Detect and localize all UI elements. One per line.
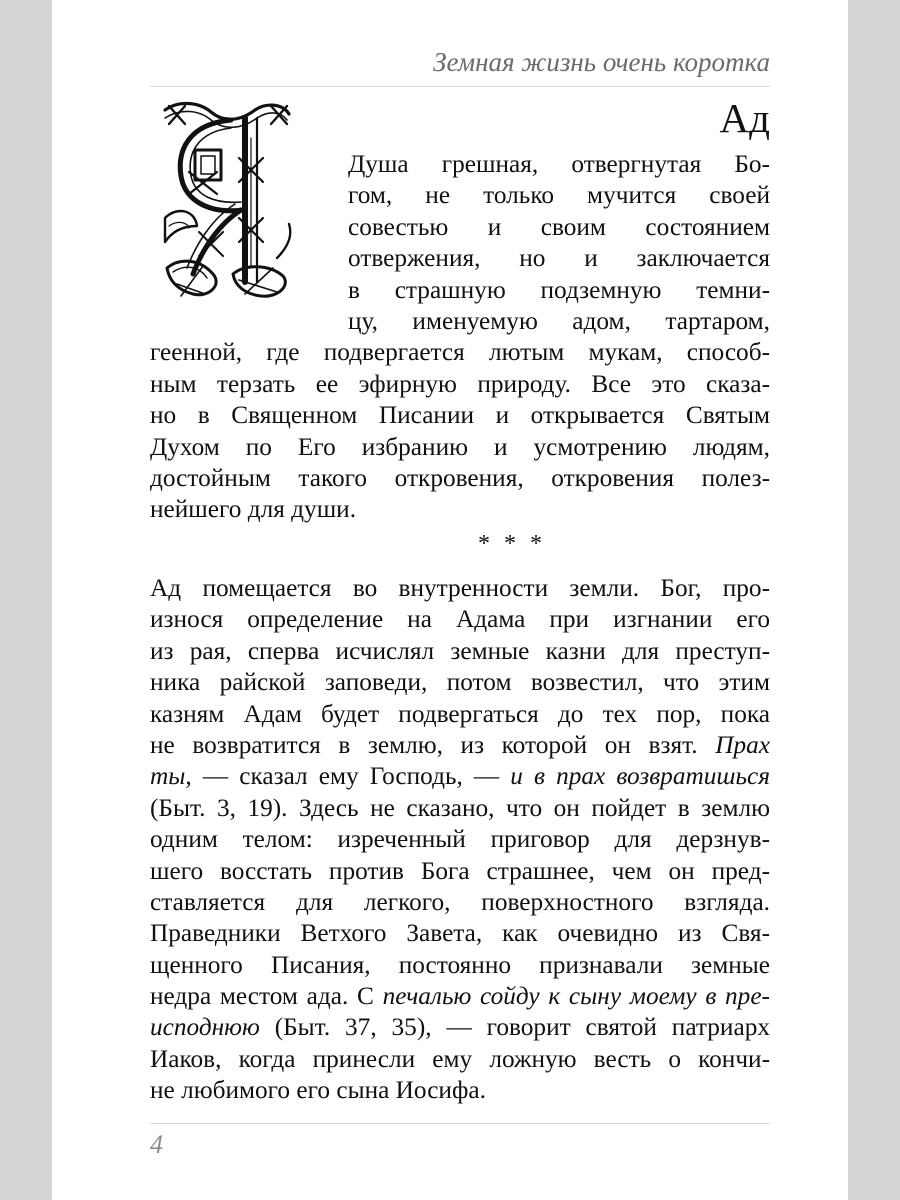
footer-rule — [150, 1123, 770, 1124]
text-line: цу, именуемую адом, тартаром, — [348, 306, 770, 335]
paragraph-1 — [150, 149, 770, 526]
text-line — [150, 887, 770, 918]
text-segment: (Быт. 3, 19). Здесь не сказано, что он пойдет в землю — [150, 793, 770, 822]
text-line — [150, 604, 770, 635]
scripture-quote: печалью сойду к сыну моему в пре- — [382, 982, 770, 1011]
text-line — [150, 636, 770, 667]
text-line — [150, 918, 770, 949]
text-line: но в Священном Писании и открывается Святым — [150, 401, 770, 430]
text-line: ным терзать ее эфирную природу. Все это сказа- — [150, 369, 770, 398]
text-segment: недра местом ада. С — [150, 982, 383, 1011]
text-line — [150, 761, 770, 792]
scripture-quote: Прах — [715, 730, 770, 759]
text-line: в страшную подземную темни- — [348, 275, 770, 304]
text-line — [150, 950, 770, 981]
text-line: нейшего для души. — [150, 495, 357, 524]
text-segment: шего восстать против Бога страшнее, чем он пред- — [150, 856, 770, 885]
text-segment: щенного Писания, постоянно признавали земные — [150, 950, 770, 979]
text-segment: Ад помещается во внутренности земли. Бог, про- — [150, 574, 770, 602]
text-line: Духом по Его избранию и усмотрению людям, — [150, 432, 770, 461]
text-line — [150, 824, 770, 855]
text-segment: Праведники Ветхого Завета, как очевидно из Свя- — [150, 919, 770, 948]
text-line — [150, 667, 770, 698]
running-head: Земная жизнь очень коротка — [433, 47, 770, 77]
text-segment: не возвратится в землю, из которой он взят. — [150, 730, 716, 759]
text-line: совестью и своим состоянием — [348, 212, 770, 241]
text-line: достойным такого откровения, откровения полез- — [150, 463, 770, 492]
section-separator: * * * — [478, 531, 546, 557]
text-segment: одним телом: изреченный приговор для дерзнув- — [150, 825, 770, 854]
page-number: 4 — [150, 1130, 163, 1159]
text-segment: ставляется для легкого, поверхностного взгляда. — [150, 887, 770, 916]
text-line — [150, 699, 770, 730]
text-line: геенной, где подвергается лютым мукам, способ- — [150, 338, 770, 367]
scripture-quote: ты, — [150, 762, 192, 791]
header-rule — [150, 86, 770, 87]
text-segment: ника райской заповеди, потом возвестил, что этим — [150, 668, 770, 697]
scripture-quote: исподнюю — [150, 1013, 260, 1042]
text-line — [150, 1075, 770, 1106]
text-segment: Иаков, когда принесли ему ложную весть о кончи- — [150, 1044, 770, 1073]
text-segment: — сказал ему Господь, — — [191, 762, 511, 791]
text-line: Душа грешная, отвергнутая Бо- — [348, 150, 770, 178]
text-line — [150, 1012, 770, 1043]
text-line — [150, 856, 770, 887]
text-line — [150, 573, 770, 604]
text-line — [150, 793, 770, 824]
text-line — [150, 1044, 770, 1075]
text-segment: (Быт. 37, 35), — говорит святой патриарх — [259, 1013, 770, 1042]
book-page — [52, 0, 848, 1200]
text-segment: из рая, сперва исчислял земные казни для преступ- — [150, 636, 770, 665]
scripture-quote: и в прах возвратишься — [510, 762, 770, 791]
text-line: гом, не только мучится своей — [348, 181, 770, 210]
text-line: отвержения, но и заключается — [348, 244, 770, 273]
text-line — [150, 730, 770, 761]
text-segment: не любимого его сына Иосифа. — [150, 1076, 486, 1105]
text-segment: казням Адам будет подвергаться до тех пор, пока — [150, 699, 770, 728]
text-segment: износя определение на Адама при изгнании его — [150, 605, 770, 634]
text-line — [150, 981, 770, 1012]
chapter-title: Ад — [719, 95, 770, 141]
paragraph-2 — [150, 573, 770, 1107]
